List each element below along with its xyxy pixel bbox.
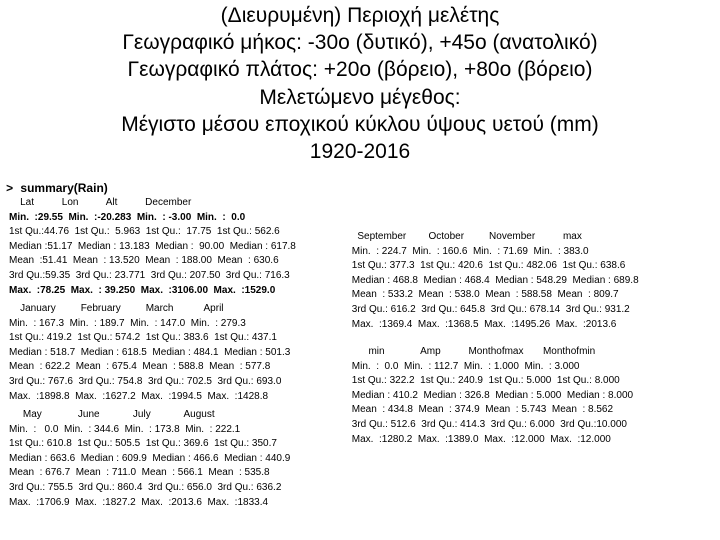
- summary-header: Lat Lon Alt December: [9, 197, 192, 208]
- summary-row-mean: Mean : 434.8 Mean : 374.9 Mean : 5.743 Mean : 8.562: [349, 404, 614, 416]
- summary-row-q3: 3rd Qu.:59.35 3rd Qu.: 23.771 3rd Qu.: 207.50 3rd Qu.: 716.3: [9, 269, 290, 281]
- summary-row-mean: Mean : 676.7 Mean : 711.0 Mean : 566.1 Mean : 535.8: [9, 467, 270, 479]
- summary-row-q1: 1st Qu.: 377.3 1st Qu.: 420.6 1st Qu.: 482.06 1st Qu.: 638.6: [349, 260, 626, 272]
- summary-header: January February March April: [9, 303, 224, 314]
- summary-row-q3: 3rd Qu.: 512.6 3rd Qu.: 414.3 3rd Qu.: 6.000 3rd Qu.:10.000: [349, 418, 627, 430]
- summary-row-median: Median : 663.6 Median : 609.9 Median : 466.6 Median : 440.9: [9, 452, 291, 464]
- summary-row-min: Min. : 0.0 Min. : 112.7 Min. : 1.000 Min. : 3.000: [349, 360, 580, 372]
- summary-header: May June July August: [9, 409, 215, 420]
- title-line-1: (Διευρυμένη) Περιοχή μελέτης: [220, 4, 500, 27]
- slide-title: [0, 2, 720, 165]
- summary-header: September October November max: [349, 231, 582, 242]
- summary-block-min-monthofmin: [349, 345, 633, 447]
- summary-row-q3: 3rd Qu.: 755.5 3rd Qu.: 860.4 3rd Qu.: 656.0 3rd Qu.: 636.2: [9, 481, 282, 493]
- summary-row-min: Min. : 224.7 Min. : 160.6 Min. : 71.69 Min. : 383.0: [349, 245, 589, 257]
- title-line-5: Μέγιστο μέσου εποχικού κύκλου ύψους υετού (mm): [121, 112, 599, 136]
- summary-row-mean: Mean :51.41 Mean : 13.520 Mean : 188.00 Mean : 630.6: [9, 255, 279, 267]
- summary-block-lat-dec: [9, 196, 296, 298]
- summary-row-q1: 1st Qu.:44.76 1st Qu.: 5.963 1st Qu.: 17.75 1st Qu.: 562.6: [9, 226, 280, 238]
- summary-row-median: Median :51.17 Median : 13.183 Median : 90.00 Median : 617.8: [9, 240, 296, 252]
- summary-row-median: Median : 468.8 Median : 468.4 Median : 548.29 Median : 689.8: [349, 274, 639, 286]
- summary-row-mean: Mean : 533.2 Mean : 538.0 Mean : 588.58 Mean : 809.7: [349, 289, 619, 301]
- prompt-marker: >: [6, 182, 14, 196]
- summary-row-q3: 3rd Qu.: 616.2 3rd Qu.: 645.8 3rd Qu.: 678.14 3rd Qu.: 931.2: [349, 303, 630, 315]
- summary-row-median: Median : 410.2 Median : 326.8 Median : 5.000 Median : 8.000: [349, 389, 634, 401]
- summary-row-q3: 3rd Qu.: 767.6 3rd Qu.: 754.8 3rd Qu.: 702.5 3rd Qu.: 693.0: [9, 375, 282, 387]
- r-prompt: [6, 181, 108, 196]
- summary-row-mean: Mean : 622.2 Mean : 675.4 Mean : 588.8 Mean : 577.8: [9, 361, 271, 373]
- summary-row-min: Min. :29.55 Min. :-20.283 Min. : -3.00 Min. : 0.0: [9, 211, 246, 223]
- summary-row-q1: 1st Qu.: 322.2 1st Qu.: 240.9 1st Qu.: 5.000 1st Qu.: 8.000: [349, 375, 620, 387]
- summary-row-max: Max. :1280.2 Max. :1389.0 Max. :12.000 Max. :12.000: [349, 433, 611, 445]
- summary-header: min Amp Monthofmax Monthofmin: [349, 346, 596, 357]
- summary-row-max: Max. :1369.4 Max. :1368.5 Max. :1495.26 Max. :2013.6: [349, 318, 617, 330]
- title-line-6: 1920-2016: [309, 140, 411, 164]
- title-line-4: Μελετώμενο μέγεθος:: [259, 85, 461, 109]
- summary-block-sep-max: [349, 230, 639, 332]
- title-line-3: Γεωγραφικό πλάτος: +20ο (βόρειο), +80ο (βόρειο): [127, 58, 593, 82]
- summary-row-min: Min. : 167.3 Min. : 189.7 Min. : 147.0 Min. : 279.3: [9, 317, 246, 329]
- summary-row-max: Max. :1898.8 Max. :1627.2 Max. :1994.5 Max. :1428.8: [9, 390, 269, 402]
- summary-row-max: Max. :78.25 Max. : 39.250 Max. :3106.00 Max. :1529.0: [9, 284, 276, 296]
- summary-row-median: Median : 518.7 Median : 618.5 Median : 484.1 Median : 501.3: [9, 346, 291, 358]
- title-line-2: Γεωγραφικό μήκος: -30ο (δυτικό), +45ο (ανατολικό): [122, 31, 598, 55]
- summary-block-jan-apr: [9, 302, 290, 404]
- summary-block-may-aug: [9, 408, 290, 510]
- summary-row-q1: 1st Qu.: 419.2 1st Qu.: 574.2 1st Qu.: 383.6 1st Qu.: 437.1: [9, 332, 277, 344]
- summary-row-min: Min. : 0.0 Min. : 344.6 Min. : 173.8 Min. : 222.1: [9, 423, 241, 435]
- summary-row-max: Max. :1706.9 Max. :1827.2 Max. :2013.6 Max. :1833.4: [9, 496, 269, 508]
- prompt-command: summary(Rain): [20, 181, 108, 195]
- summary-row-q1: 1st Qu.: 610.8 1st Qu.: 505.5 1st Qu.: 369.6 1st Qu.: 350.7: [9, 438, 277, 450]
